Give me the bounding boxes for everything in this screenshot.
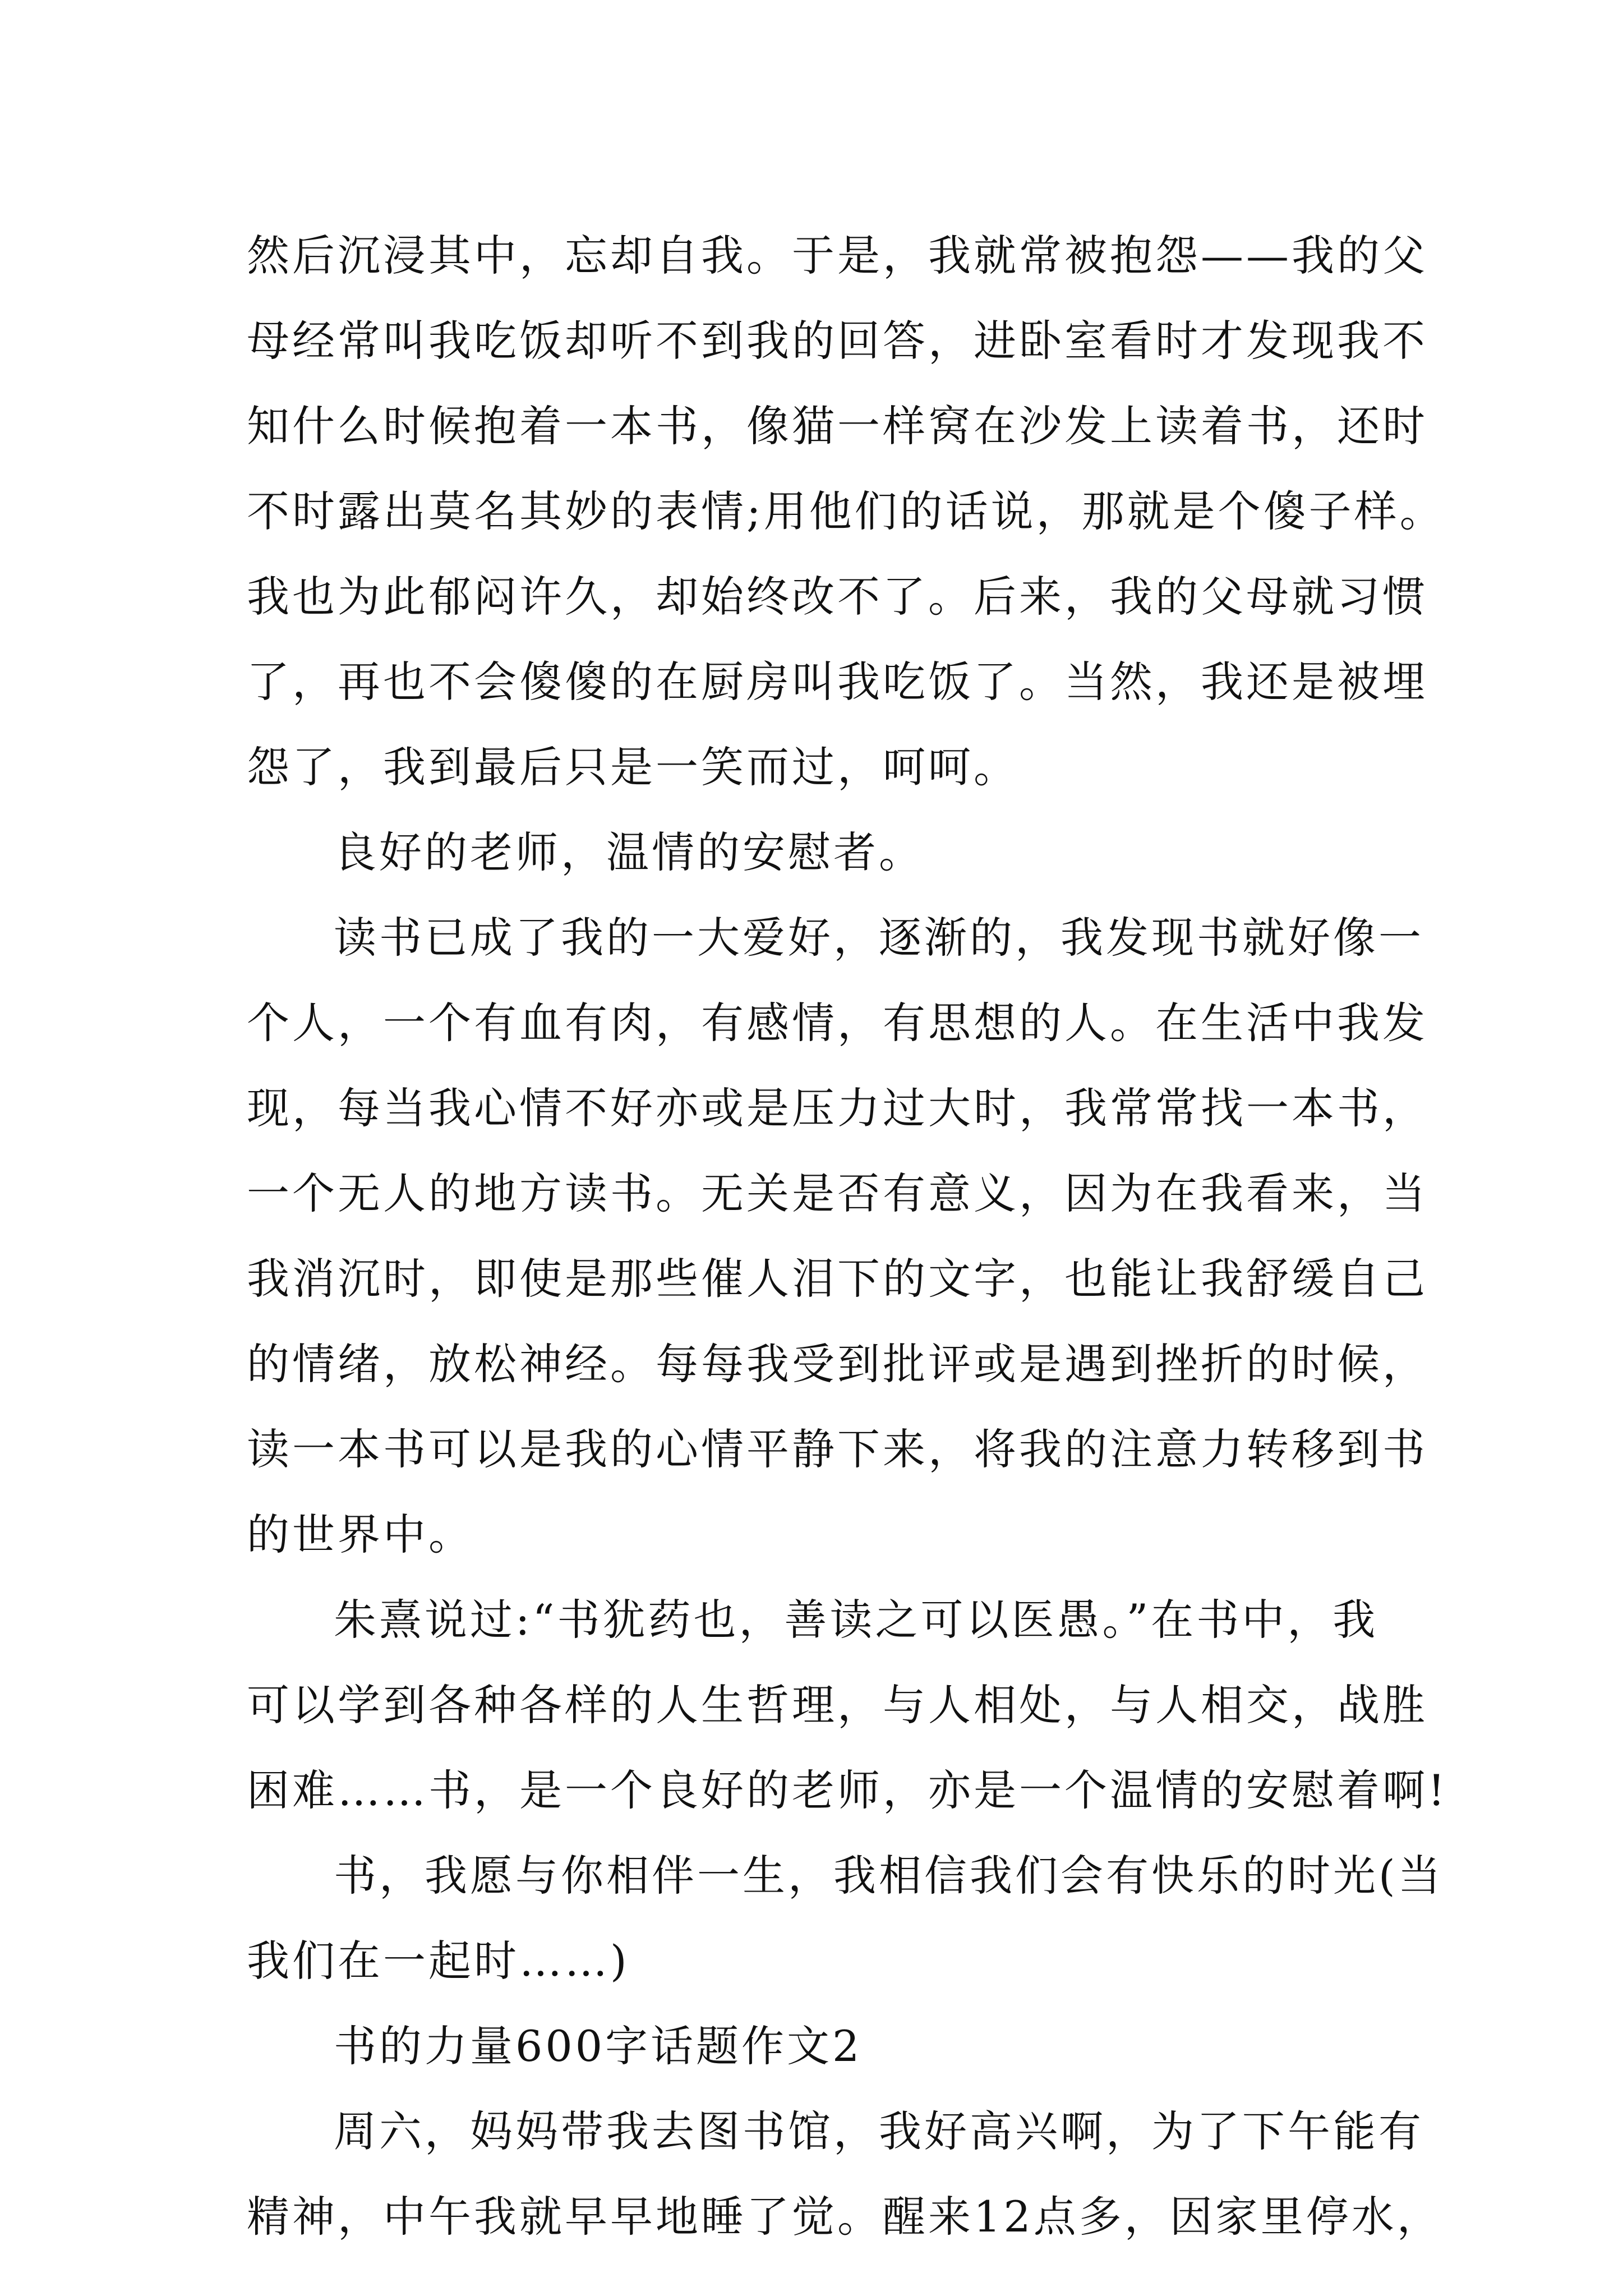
section-heading: 良好的老师，温情的安慰者。 [334, 827, 924, 877]
text-line: 困难……书，是一个良好的老师，亦是一个温情的安慰着啊! [247, 1765, 1448, 1815]
text-line: 我们在一起时……) [247, 1936, 630, 1986]
text-line: 精神，中午我就早早地睡了觉。醒来12点多，因家里停水， [247, 2192, 1442, 2242]
text-line: 现，每当我心情不好亦或是压力过大时，我常常找一本书， [247, 1083, 1428, 1133]
text-line: 我消沉时，即使是那些催人泪下的文字，也能让我舒缓自己 [247, 1254, 1428, 1304]
text-line: 个人，一个有血有肉，有感情，有思想的人。在生活中我发 [247, 998, 1428, 1048]
text-line: 读书已成了我的一大爱好，逐渐的，我发现书就好像一 [334, 913, 1424, 963]
text-line: 可以学到各种各样的人生哲理，与人相处，与人相交，战胜 [247, 1680, 1428, 1730]
text-line: 母经常叫我吃饭却听不到我的回答，进卧室看时才发现我不 [247, 316, 1428, 366]
text-line: 然后沉浸其中，忘却自我。于是，我就常被抱怨——我的父 [247, 231, 1428, 280]
text-line: 周六，妈妈带我去图书馆，我好高兴啊，为了下午能有 [334, 2106, 1424, 2156]
text-line: 的世界中。 [247, 1510, 474, 1559]
text-line: 的情绪，放松神经。每每我受到批评或是遇到挫折的时候， [247, 1339, 1428, 1389]
body-text [247, 213, 1448, 2260]
text-line: 书，我愿与你相伴一生，我相信我们会有快乐的时光(当 [334, 1851, 1444, 1901]
text-line: 怨了，我到最后只是一笑而过，呵呵。 [247, 742, 1019, 792]
text-line: 一个无人的地方读书。无关是否有意义，因为在我看来，当 [247, 1168, 1428, 1218]
text-line: 知什么时候抱着一本书，像猫一样窝在沙发上读着书，还时 [247, 401, 1428, 451]
text-line: 了，再也不会傻傻的在厨房叫我吃饭了。当然，我还是被埋 [247, 657, 1428, 707]
text-line: 朱熹说过:“书犹药也，善读之可以医愚。”在书中，我 [334, 1595, 1378, 1645]
text-line: 不时露出莫名其妙的表情;用他们的话说，那就是个傻子样。 [247, 486, 1445, 536]
text-line: 读一本书可以是我的心情平静下来，将我的注意力转移到书 [247, 1424, 1428, 1474]
essay-title: 书的力量600字话题作文2 [334, 2021, 863, 2071]
text-line: 我也为此郁闷许久，却始终改不了。后来，我的父母就习惯 [247, 572, 1428, 622]
